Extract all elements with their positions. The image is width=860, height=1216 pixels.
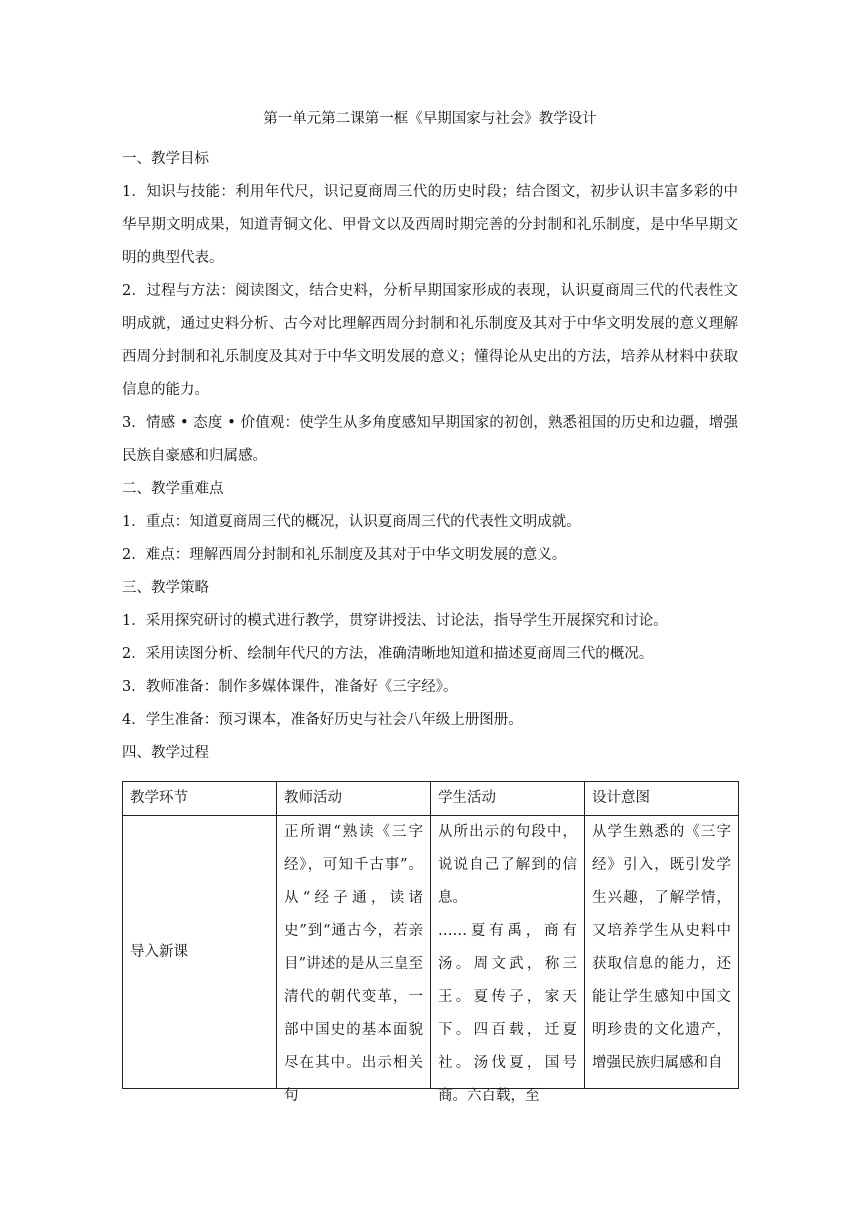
cell-stage: 导入新课 [123,816,277,1089]
strategy-item: 4．学生准备：预习课本，准备好历史与社会八年级上册图册。 [122,712,523,728]
cell-teacher-activity: 正所谓“熟读《三字经》，可知千古事”。从“经子通，读诸史”到“通古今，若亲目”讲述的是从三皇至清代的朝代变革，一部中国史的基本面貌尽在其中。出示相关句 [277,816,431,1089]
strategy-item: 3．教师准备：制作多媒体课件，准备好《三字经》。 [122,679,458,695]
section-heading-key-points: 二、教学重难点 [122,481,224,497]
strategy-item: 1．采用探究研讨的模式进行教学，贯穿讲授法、讨论法，指导学生开展探究和讨论。 [122,613,668,629]
process-table [122,781,738,1104]
header-student-activity: 学生活动 [431,782,585,816]
table-row [123,816,739,1089]
objective-item: 3．情感 • 态度 • 价值观：使学生从多角度感知早期国家的初创，熟悉祖国的历史和边疆，增强民族自豪感和归属感。 [122,415,738,464]
key-point-item: 1．重点：知道夏商周三代的概况，认识夏商周三代的代表性文明成就。 [122,514,581,530]
key-point-item: 2．难点：理解西周分封制和礼乐制度及其对于中华文明发展的意义。 [122,547,567,563]
document-body [122,143,738,770]
section-heading-strategy: 三、教学策略 [122,580,209,596]
header-teacher-activity: 教师活动 [277,782,431,816]
objective-item: 2．过程与方法：阅读图文，结合史料，分析早期国家形成的表现，认识夏商周三代的代表性文明成就，通过史料分析、古今对比理解西周分封制和礼乐制度及其对于中华文明发展的意义理解西周分封制和礼乐制度及其对于中华文明发展的意义；懂得论从史出的方法，培养从材料中获取信息的能力。 [122,283,738,398]
header-design-intent: 设计意图 [585,782,739,816]
strategy-item: 2．采用读图分析、绘制年代尺的方法，准确清晰地知道和描述夏商周三代的概况。 [122,646,654,662]
document-title: 第一单元第二课第一框《早期国家与社会》教学设计 [263,111,597,127]
student-activity-quote: ……夏有禹，商有汤。周文武，称三王。夏传子，家天下。四百载，迁夏社。汤伐夏，国号商。六百载，至 [438,923,577,1104]
section-heading-objectives: 一、教学目标 [122,151,209,167]
cell-design-intent: 从学生熟悉的《三字经》引入，既引发学生兴趣，了解学情，又培养学生从史料中获取信息的能力，还能让学生感知中国文明珍贵的文化遗产，增强民族归属感和自 [585,816,739,1089]
table-header-row [123,782,739,816]
student-activity-prompt: 从所出示的句段中，说说自己了解到的信息。 [438,824,577,906]
header-stage: 教学环节 [123,782,277,816]
section-heading-process: 四、教学过程 [122,745,209,761]
objective-item: 1．知识与技能：利用年代尺，识记夏商周三代的历史时段；结合图文，初步认识丰富多彩的中华早期文明成果，知道青铜文化、甲骨文以及西周时期完善的分封制和礼乐制度，是中华早期文明的典型代表。 [122,184,738,266]
cell-student-activity [431,816,585,1104]
